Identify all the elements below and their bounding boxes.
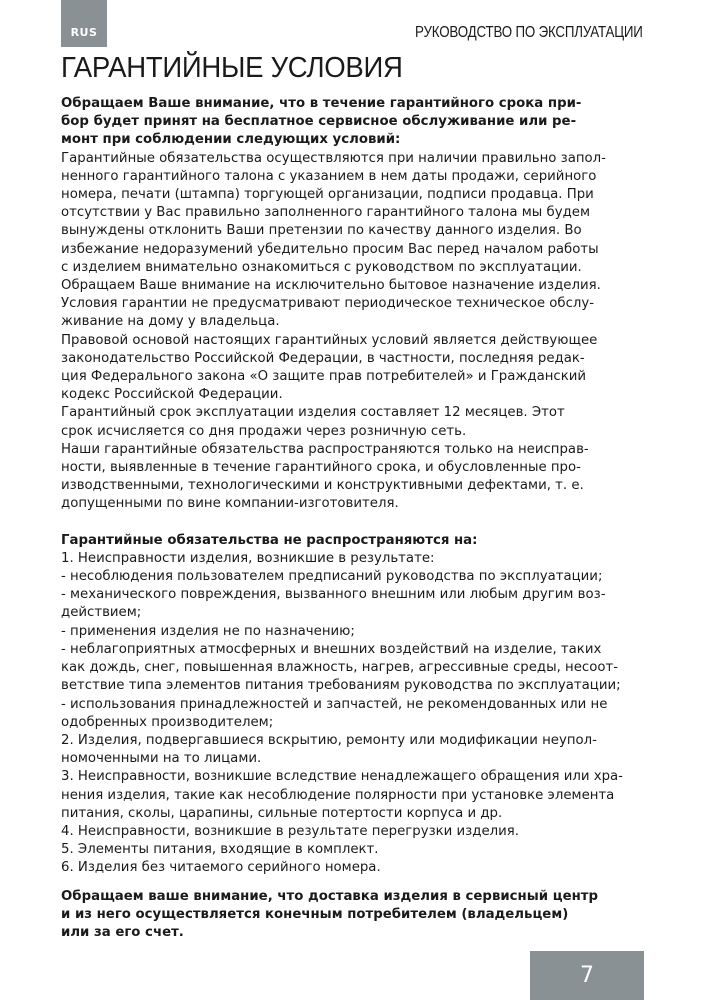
body-line: ненного гарантийного талона с указанием в нем даты продажи, серийного xyxy=(61,168,597,184)
intro-line: монт при соблюдении следующих условий: xyxy=(61,132,401,148)
exclusions-list xyxy=(61,550,644,878)
exclusion-line: 3. Неисправности, возникшие вследствие ненадлежащего обращения или хра- xyxy=(61,769,623,785)
body-line: допущенными по вине компании-изготовителя. xyxy=(61,496,399,512)
body-line: номера, печати (штампа) торгующей организации, подписи продавца. При xyxy=(61,187,594,203)
body-line: ция Федерального закона «О защите прав потребителей» и Гражданский xyxy=(61,369,587,385)
body-line: законодательство Российской Федерации, в частности, последняя редак- xyxy=(61,350,585,366)
exclusion-line: 2. Изделия, подвергавшиеся вскрытию, ремонту или модификации неупол- xyxy=(61,732,597,748)
exclusion-line: нения изделия, такие как несоблюдение полярности при установке элемента xyxy=(61,787,615,803)
body-line: живание на дому у владельца. xyxy=(61,314,280,330)
exclusion-line: - неблагоприятных атмосферных и внешних воздействий на изделие, таких xyxy=(61,641,602,657)
language-tab xyxy=(61,0,107,47)
body-line: Гарантийный срок эксплуатации изделия составляет 12 месяцев. Этот xyxy=(61,405,565,421)
page-title: ГАРАНТИЙНЫЕ УСЛОВИЯ xyxy=(61,52,403,84)
exclusion-line: - использования принадлежностей и запчастей, не рекомендованных или не xyxy=(61,696,608,712)
body-line: Правовой основой настоящих гарантийных условий является действующее xyxy=(61,332,598,348)
closing-line: Обращаем ваше внимание, что доставка изделия в сервисный центр xyxy=(61,888,599,904)
exclusion-line: как дождь, снег, повышенная влажность, нагрев, агрессивные среды, несоот- xyxy=(61,660,619,676)
exclusion-line: 5. Элементы питания, входящие в комплект. xyxy=(61,842,379,858)
exclusion-line: одобренных производителем; xyxy=(61,714,274,730)
closing-line: и из него осуществляется конечным потребителем (владельцем) xyxy=(61,906,569,922)
exclusion-line: 1. Неисправности изделия, возникшие в результате: xyxy=(61,550,435,566)
body-line: избежание недоразумений убедительно просим Вас перед началом работы xyxy=(61,241,599,257)
exclusion-line: - применения изделия не по назначению; xyxy=(61,623,355,639)
exclusion-line: действием; xyxy=(61,605,142,621)
body-line: Гарантийные обязательства осуществляются при наличии правильно запол- xyxy=(61,150,606,166)
body-line: Наши гарантийные обязательства распространяются только на неисправ- xyxy=(61,441,589,457)
exclusion-line: ветствие типа элементов питания требованиям руководства по эксплуатации; xyxy=(61,678,621,694)
exclusion-line: - механического повреждения, вызванного внешним или любым другим воз- xyxy=(61,587,606,603)
exclusion-line: - несоблюдения пользователем предписаний руководства по эксплуатации; xyxy=(61,569,603,585)
intro-line: бор будет принят на бесплатное сервисное обслуживание или ре- xyxy=(61,114,577,130)
body-line: ности, выявленные в течение гарантийного срока, и обусловленные про- xyxy=(61,460,581,476)
body-line: Условия гарантии не предусматривают периодическое техническое обслу- xyxy=(61,296,595,312)
body-line: срок исчисляется со дня продажи через розничную сеть. xyxy=(61,423,467,439)
body-line: вынуждены отклонить Ваши претензии по качеству данного изделия. Во xyxy=(61,223,582,239)
page-number-box xyxy=(530,951,644,1000)
exclusion-line: 6. Изделия без читаемого серийного номера. xyxy=(61,860,381,876)
manual-header-title: РУКОВОДСТВО ПО ЭКСПЛУАТАЦИИ xyxy=(415,24,643,41)
closing-line: или за его счет. xyxy=(61,924,184,940)
exclusion-line: питания, сколы, царапины, сильные потертости корпуса и др. xyxy=(61,805,503,821)
body-line: кодекс Российской Федерации. xyxy=(61,387,283,403)
warranty-terms-text xyxy=(61,150,644,514)
document-body xyxy=(61,95,644,942)
page-number: 7 xyxy=(580,963,594,988)
closing-notice xyxy=(61,888,644,943)
body-line: Обращаем Ваше внимание на исключительно бытовое назначение изделия. xyxy=(61,278,601,294)
section-spacer xyxy=(61,878,644,888)
body-line: с изделием внимательно ознакомиться с руководством по эксплуатации. xyxy=(61,259,582,275)
body-line: отсутствии у Вас правильно заполненного гарантийного талона мы будем xyxy=(61,205,591,221)
section-spacer xyxy=(61,514,644,532)
intro-paragraph xyxy=(61,95,644,150)
exclusion-line: номоченными на то лицами. xyxy=(61,751,262,767)
exclusions-heading: Гарантийные обязательства не распространяются на: xyxy=(61,532,478,548)
intro-line: Обращаем Ваше внимание, что в течение гарантийного срока при- xyxy=(61,96,582,111)
language-label: RUS xyxy=(70,26,98,39)
body-line: изводственными, технологическими и конструктивными дефектами, т. е. xyxy=(61,478,584,494)
exclusion-line: 4. Неисправности, возникшие в результате перегрузки изделия. xyxy=(61,823,519,839)
